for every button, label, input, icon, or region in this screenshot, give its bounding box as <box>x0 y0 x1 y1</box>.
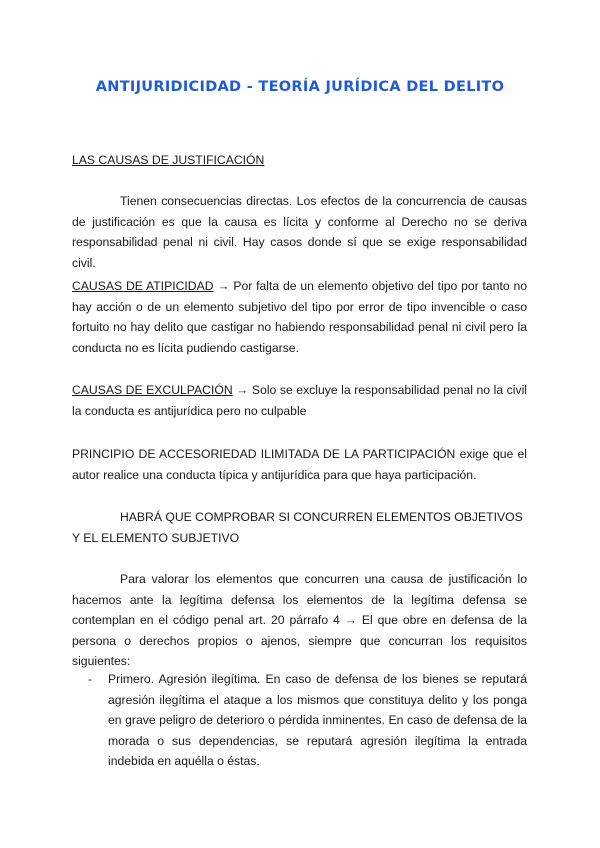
paragraph-atipicidad <box>72 276 527 358</box>
term-exculpacion: CAUSAS DE EXCULPACIÓN <box>72 383 233 397</box>
list-item-text: Primero. Agresión ilegítima. En caso de defensa de los bienes se reputará agresión ilegítima el ataque a los mismos que constituya delito y los ponga en grave peligro de deterioro o pérdida inminentes. En caso de defensa de la morada o sus dependencias, se reputará agresión ilegítima la entrada indebida en aquélla o éstas. <box>108 672 527 768</box>
term-atipicidad: CAUSAS DE ATIPICIDAD <box>72 279 214 293</box>
paragraph-habra: HABRÁ QUE COMPROBAR SI CONCURREN ELEMENTOS OBJETIVOS Y EL ELEMENTO SUBJETIVO <box>72 510 523 545</box>
text-atipicidad: → Por falta de un elemento objetivo del tipo por tanto no hay acción o de un elemento subjetivo del tipo por error de tipo invencible o caso fortuito no hay delito que castigar no habiendo responsabilidad penal ni civil pero la conducta no es lícita pudiendo castigarse. <box>72 279 527 355</box>
paragraph-consecuencias: Tienen consecuencias directas. Los efectos de la concurrencia de causas de justificación es que la causa es lícita y conforme al Derecho no se deriva responsabilidad penal ni civil. Hay casos donde sí que se exige responsabilidad civil. <box>72 194 527 270</box>
page-title: ANTIJURIDICIDAD - TEORÍA JURÍDICA DEL DELITO <box>95 79 505 95</box>
section-heading: LAS CAUSAS DE JUSTIFICACIÓN <box>72 153 265 167</box>
list-bullet: - <box>88 672 93 686</box>
paragraph-exculpacion <box>72 380 527 421</box>
paragraph-principio: PRINCIPIO DE ACCESORIEDAD ILIMITADA DE LA PARTICIPACIÓN exige que el autor realice una conducta típica y antijurídica para que haya participación. <box>72 447 527 482</box>
requirements-list <box>72 669 527 772</box>
list-item <box>72 669 527 772</box>
paragraph-legitima-defensa: Para valorar los elementos que concurren una causa de justificación lo hacemos ante la legítima defensa los elementos de la legítima defensa se contemplan en el código penal art. 20 párrafo 4 → El que obre en defensa de la persona o derechos propios o ajenos, siempre que concurran los requisitos siguientes: <box>72 572 527 668</box>
text-exculpacion: → Solo se excluye la responsabilidad penal no la civil la conducta es antijurídica pero no culpable <box>72 383 527 418</box>
